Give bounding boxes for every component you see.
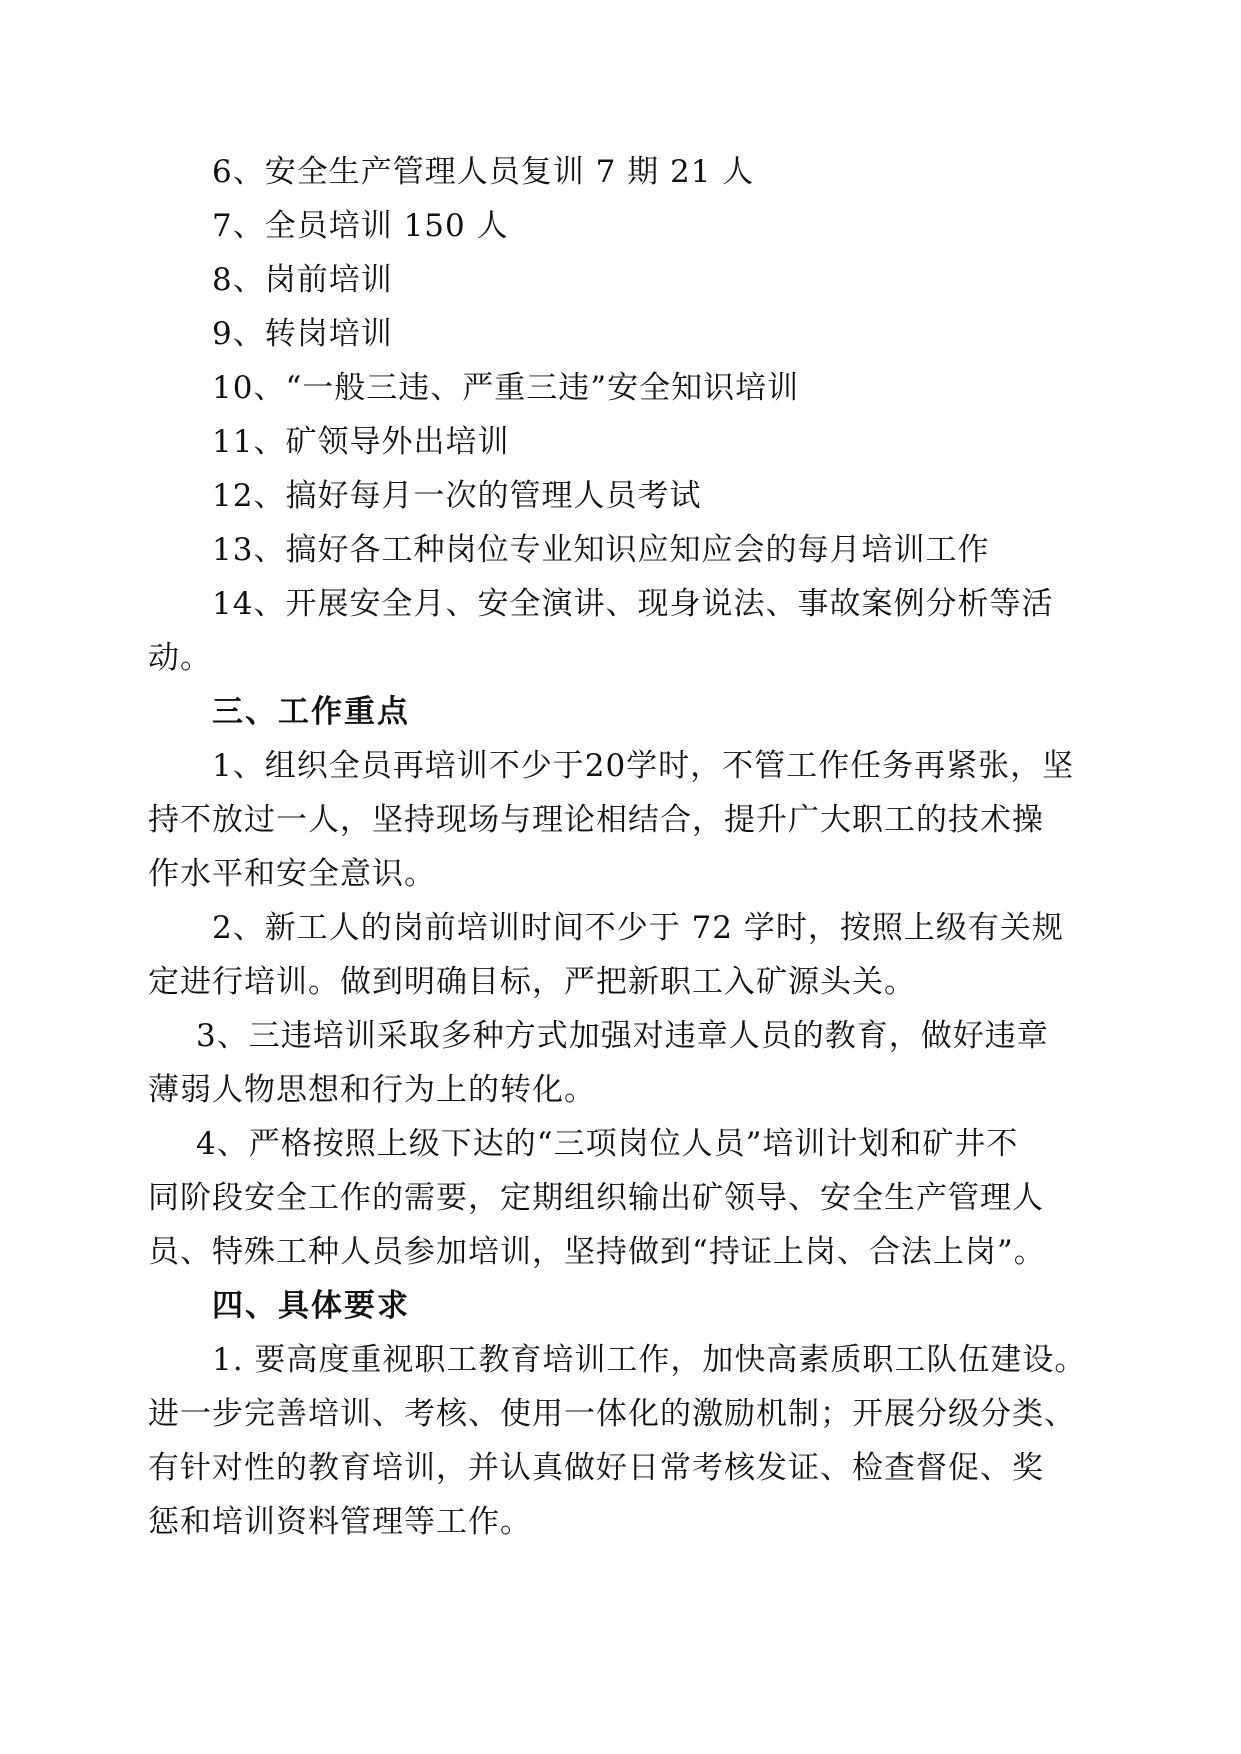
list-item-6: 6、安全生产管理人员复训 7 期 21 人	[212, 154, 755, 190]
list-item-11: 11、矿领导外出培训	[212, 424, 510, 460]
paragraph-line: 3、三违培训采取多种方式加强对违章人员的教育，做好违章	[196, 1018, 1049, 1054]
paragraph-line: 员、特殊工种人员参加培训，坚持做到“持证上岗、合法上岗”。	[148, 1234, 1046, 1270]
paragraph-line: 1、组织全员再培训不少于20学时，不管工作任务再紧张，坚	[212, 748, 1075, 784]
paragraph-line: 有针对性的教育培训，并认真做好日常考核发证、检查督促、奖	[148, 1450, 1044, 1486]
section-heading-specific-requirements: 四、具体要求	[212, 1288, 410, 1324]
list-item-8: 8、岗前培训	[212, 262, 393, 298]
list-item-10: 10、“一般三违、严重三违”安全知识培训	[212, 370, 800, 406]
list-item-13: 13、搞好各工种岗位专业知识应知应会的每月培训工作	[212, 532, 990, 568]
list-item-14: 14、开展安全月、安全演讲、现身说法、事故案例分析等活	[212, 586, 1054, 622]
paragraph-line: 2、新工人的岗前培训时间不少于 72 学时，按照上级有关规	[212, 910, 1064, 946]
paragraph-line: 作水平和安全意识。	[148, 856, 436, 892]
list-item-9: 9、转岗培训	[212, 316, 393, 352]
paragraph-line: 1. 要高度重视职工教育培训工作，加快高素质职工队伍建设。	[212, 1342, 1087, 1378]
paragraph-line: 惩和培训资料管理等工作。	[148, 1504, 532, 1540]
paragraph-line: 持不放过一人，坚持现场与理论相结合，提升广大职工的技术操	[148, 802, 1044, 838]
paragraph-line: 薄弱人物思想和行为上的转化。	[148, 1072, 596, 1108]
paragraph-line: 定进行培训。做到明确目标，严把新职工入矿源头关。	[148, 964, 916, 1000]
section-heading-work-focus: 三、工作重点	[212, 694, 410, 730]
list-item-7: 7、全员培训 150 人	[212, 208, 509, 244]
list-item-14-continued: 动。	[148, 640, 212, 676]
paragraph-line: 同阶段安全工作的需要，定期组织输出矿领导、安全生产管理人	[148, 1180, 1044, 1216]
paragraph-line: 4、严格按照上级下达的“三项岗位人员”培训计划和矿井不	[196, 1126, 1019, 1162]
paragraph-line: 进一步完善培训、考核、使用一体化的激励机制；开展分级分类、	[148, 1396, 1076, 1432]
list-item-12: 12、搞好每月一次的管理人员考试	[212, 478, 702, 514]
